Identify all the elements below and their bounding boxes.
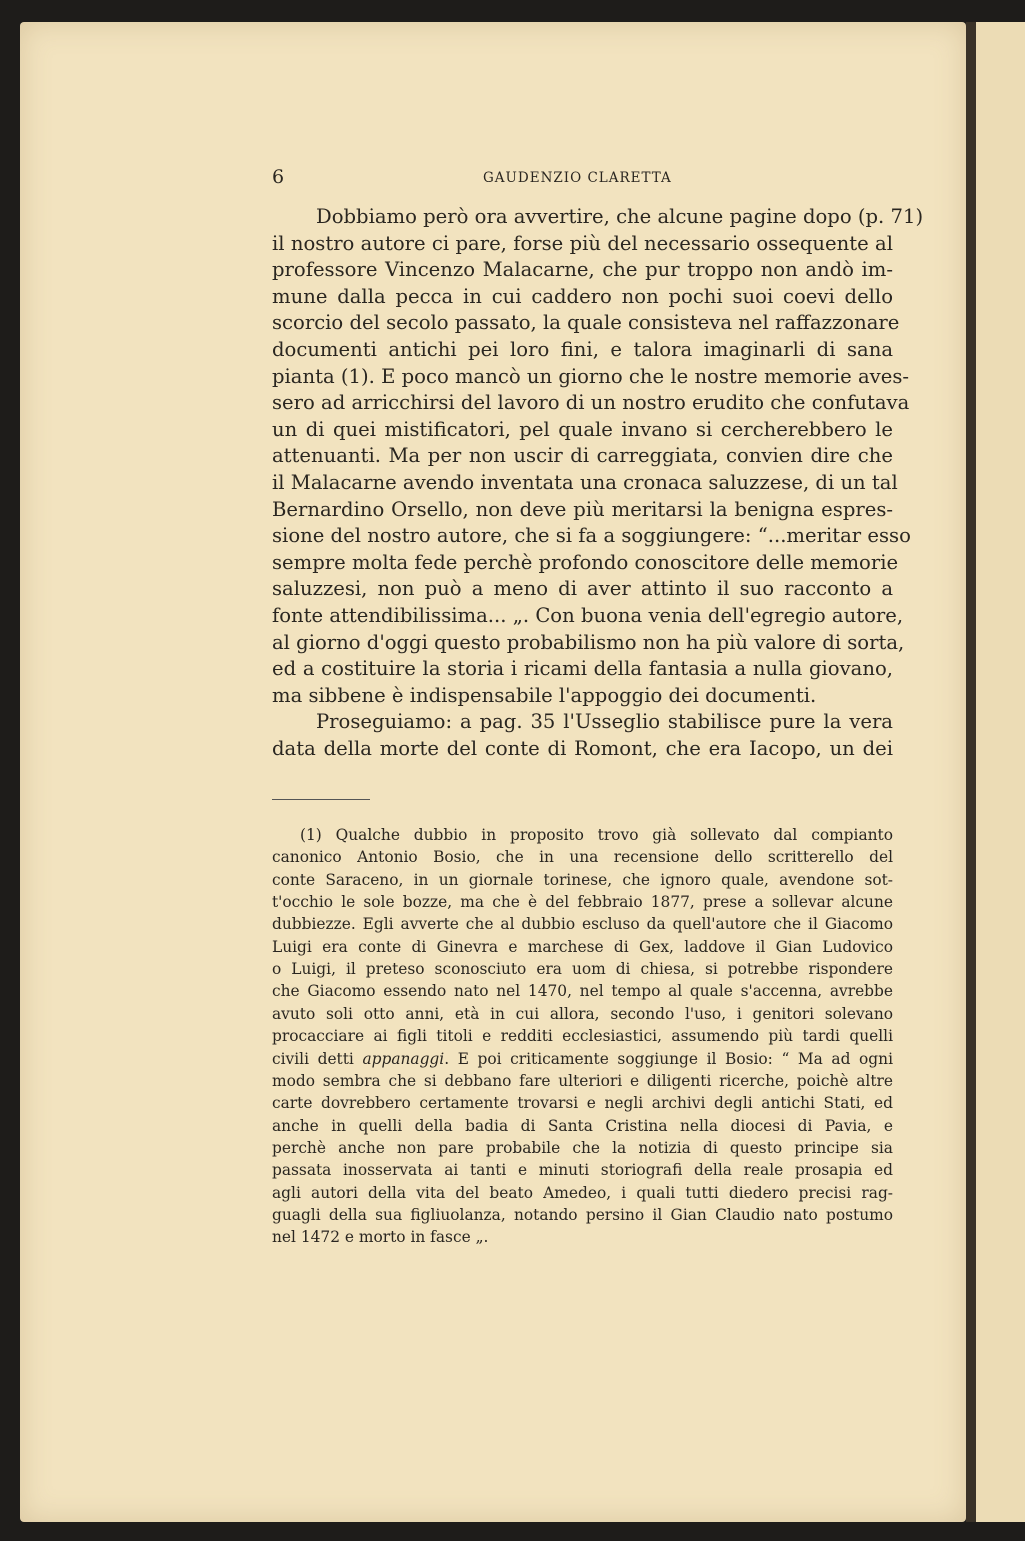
page-number: 6 bbox=[272, 166, 285, 188]
body-line: sione del nostro autore, che si fa a soggiungere: “...meritar esso bbox=[272, 524, 911, 548]
body-line: attenuanti. Ma per non uscir di carreggiata, convien dire che bbox=[272, 444, 893, 468]
body-line: il nostro autore ci pare, forse più del necessario ossequente al bbox=[272, 231, 893, 255]
footnote-line: guagli della sua figliuolanza, notando persino il Gian Claudio nato postumo bbox=[272, 1205, 893, 1224]
footnote-text: civili detti bbox=[272, 1049, 363, 1068]
footnote-line: agli autori della vita del beato Amedeo, i quali tutti diedero precisi rag- bbox=[272, 1183, 893, 1202]
body-line: pianta (1). E poco mancò un giorno che le nostre memorie aves- bbox=[272, 364, 910, 388]
footnote-line: perchè anche non pare probabile che la notizia di questo principe sia bbox=[272, 1138, 893, 1157]
body-line: ed a costituire la storia i ricami della fantasia a nulla giovano, bbox=[272, 657, 893, 681]
body-line: Bernardino Orsello, non deve più meritarsi la benigna espres- bbox=[272, 497, 893, 521]
footnote-line: modo sembra che si debbano fare ulteriori e diligenti ricerche, poichè altre bbox=[272, 1071, 893, 1090]
footnote-line: t'occhio le sole bozze, ma che è del febbraio 1877, prese a sollevar alcune bbox=[272, 893, 893, 912]
body-line: il Malacarne avendo inventata una cronaca saluzzese, di un tal bbox=[272, 471, 898, 494]
footnote-line: carte dovrebbero certamente trovarsi e negli archivi degli antichi Stati, ed bbox=[272, 1094, 893, 1113]
body-line: Proseguiamo: a pag. 35 l'Usseglio stabilisce pure la vera bbox=[316, 710, 893, 734]
footnote-text: . E poi criticamente soggiunge il Bosio: “ Ma ad ogni bbox=[444, 1049, 893, 1068]
body-line: ma sibbene è indispensabile l'appoggio dei documenti. bbox=[272, 683, 817, 707]
body-line: Dobbiamo però ora avvertire, che alcune pagine dopo (p. 71) bbox=[316, 205, 924, 228]
footnote-line: conte Saraceno, in un giornale torinese, che ignoro quale, avendone sot- bbox=[272, 870, 893, 889]
body-line: fonte attendibilissima... „. Con buona venia dell'egregio autore, bbox=[272, 604, 904, 627]
footnote-line bbox=[272, 1049, 893, 1069]
body-line: scorcio del secolo passato, la quale consisteva nel raffazzonare bbox=[272, 311, 900, 335]
italic-term: appanaggi bbox=[362, 1049, 445, 1068]
body-line: al giorno d'oggi questo probabilismo non ha più valore di sorta, bbox=[272, 630, 905, 654]
body-line: mune dalla pecca in cui caddero non pochi suoi coevi dello bbox=[272, 284, 893, 308]
body-line: saluzzesi, non può a meno di aver attinto il suo racconto a bbox=[272, 577, 893, 601]
body-line: sero ad arricchirsi del lavoro di un nostro erudito che confutava bbox=[272, 391, 910, 415]
body-line: sempre molta fede perchè profondo conoscitore delle memorie bbox=[272, 550, 899, 574]
footnote-line: anche in quelli della badia di Santa Cristina nella diocesi di Pavia, e bbox=[272, 1116, 893, 1135]
footnote-line: passata inosservata ai tanti e minuti storiografi della reale prosapia ed bbox=[272, 1161, 893, 1180]
footnote-line: nel 1472 e morto in fasce „. bbox=[272, 1228, 489, 1247]
footnote-rule bbox=[272, 799, 370, 800]
body-line: professore Vincenzo Malacarne, che pur troppo non andò im- bbox=[272, 258, 893, 282]
footnote-line: o Luigi, il preteso sconosciuto era uom di chiesa, si potrebbe rispondere bbox=[272, 960, 893, 979]
footnote-line: (1) Qualche dubbio in proposito trovo già sollevato dal compianto bbox=[300, 826, 893, 844]
body-line: data della morte del conte di Romont, che era Iacopo, un dei bbox=[272, 737, 893, 760]
running-title: GAUDENZIO CLARETTA bbox=[483, 170, 672, 186]
footnote-line: avuto soli otto anni, età in cui allora, secondo l'uso, i genitori solevano bbox=[272, 1004, 893, 1023]
footnote-line: dubbiezze. Egli avverte che al dubbio escluso da quell'autore che il Giacomo bbox=[272, 915, 893, 934]
body-line: documenti antichi pei loro fini, e talora imaginarli di sana bbox=[272, 338, 893, 361]
body-line: un di quei mistificatori, pel quale invano si cercherebbero le bbox=[272, 417, 893, 441]
facing-page-edge bbox=[976, 22, 1025, 1522]
page-gutter bbox=[966, 22, 976, 1522]
footnote-line: procacciare ai figli titoli e redditi ecclesiastici, assumendo più tardi quelli bbox=[272, 1027, 893, 1046]
footnote-line: canonico Antonio Bosio, che in una recensione dello scritterello del bbox=[272, 848, 893, 867]
footnote-line: Luigi era conte di Ginevra e marchese di Gex, laddove il Gian Ludovico bbox=[272, 937, 893, 956]
footnote-line: che Giacomo essendo nato nel 1470, nel tempo al quale s'accenna, avrebbe bbox=[272, 982, 893, 1001]
